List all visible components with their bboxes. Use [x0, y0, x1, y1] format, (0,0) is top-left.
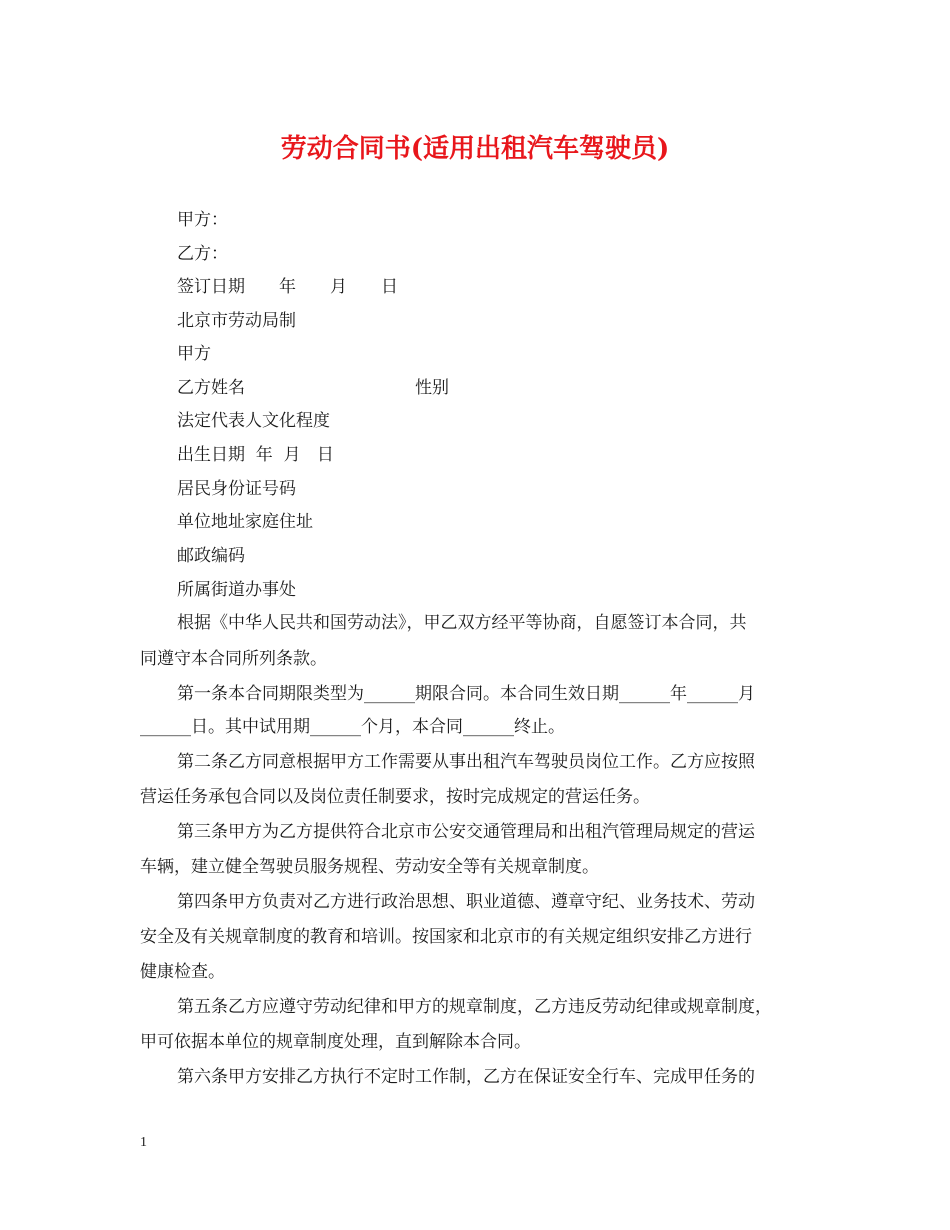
representative-education-line: 法定代表人文化程度: [177, 411, 330, 431]
party-a-line: 甲方：: [177, 210, 228, 230]
address-line: 单位地址家庭住址: [177, 512, 313, 532]
paragraph-line: 第四条甲方负责对乙方进行政治思想、职业道德、遵章守纪、业务技术、劳动: [177, 892, 755, 912]
page-number: 1: [140, 1135, 147, 1150]
paragraph-line: 第三条甲方为乙方提供符合北京市公安交通管理局和出租汽管理局规定的营运: [177, 822, 755, 842]
paragraph-line: 安全及有关规章制度的教育和培训。按国家和北京市的有关规定组织安排乙方进行: [140, 927, 752, 947]
party-a-label: 甲方: [177, 344, 211, 364]
party-b-line: 乙方：: [177, 244, 228, 264]
signing-date-line: 签订日期 年 月 日: [177, 277, 398, 297]
postal-code-line: 邮政编码: [177, 546, 245, 566]
id-number-line: 居民身份证号码: [177, 479, 296, 499]
paragraph-line: 健康检查。: [140, 962, 225, 982]
paragraph-line: 第六条甲方安排乙方执行不定时工作制，乙方在保证安全行车、完成甲任务的: [177, 1067, 755, 1087]
paragraph-line: 根据《中华人民共和国劳动法》，甲乙双方经平等协商，自愿签订本合同，共: [177, 613, 747, 633]
issuer-line: 北京市劳动局制: [177, 311, 296, 331]
paragraph-line: 第一条本合同期限类型为______期限合同。本合同生效日期______年______月: [177, 684, 755, 704]
paragraph-line: ______日。其中试用期______个月，本合同______终止。: [140, 717, 565, 737]
paragraph-line: 第五条乙方应遵守劳动纪律和甲方的规章制度，乙方违反劳动纪律或规章制度，: [177, 997, 772, 1017]
document-title: 劳动合同书(适用出租汽车驾驶员): [280, 134, 670, 164]
paragraph-line: 车辆，建立健全驾驶员服务规程、劳动安全等有关规章制度。: [140, 857, 599, 877]
paragraph-line: 营运任务承包合同以及岗位责任制要求，按时完成规定的营运任务。: [140, 787, 650, 807]
name-gender-line: 乙方姓名 性别: [177, 378, 449, 398]
paragraph-line: 甲可依据本单位的规章制度处理，直到解除本合同。: [140, 1032, 531, 1052]
paragraph-line: 同遵守本合同所列条款。: [140, 649, 327, 669]
street-office-line: 所属街道办事处: [177, 580, 296, 600]
paragraph-line: 第二条乙方同意根据甲方工作需要从事出租汽车驾驶员岗位工作。乙方应按照: [177, 752, 755, 772]
birth-date-line: 出生日期 年 月 日: [177, 445, 334, 465]
